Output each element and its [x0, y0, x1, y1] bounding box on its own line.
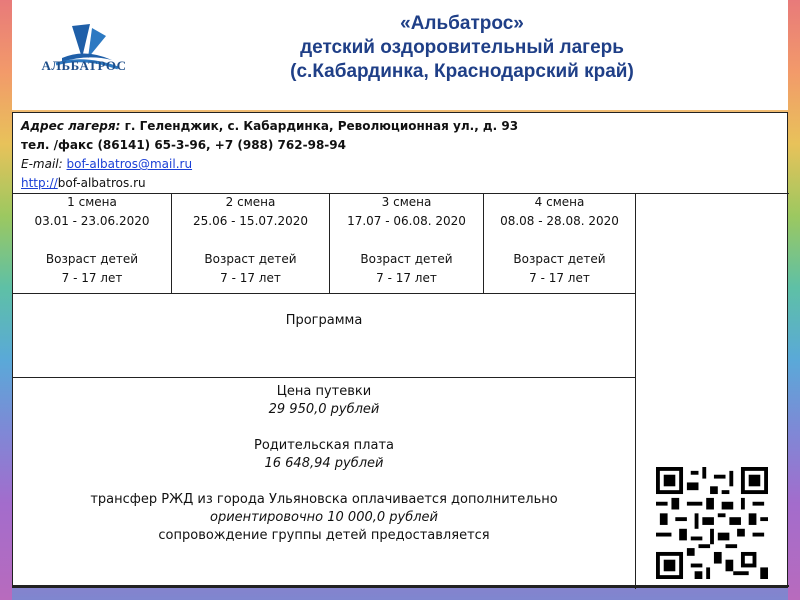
- shift-age: 7 - 17 лет: [376, 271, 437, 285]
- shift-name: 1 смена: [67, 195, 117, 209]
- program-label: Программа: [285, 313, 363, 328]
- shift-2: [172, 193, 329, 293]
- decorative-stripe-left: [0, 0, 12, 600]
- transfer-note: трансфер РЖД из города Ульяновска оплачивается дополнительно: [90, 492, 558, 507]
- row-divider: [13, 293, 635, 294]
- shift-dates: 25.06 - 15.07.2020: [192, 214, 309, 228]
- page-title: [152, 12, 772, 84]
- shift-age-label: Возраст детей: [360, 252, 453, 266]
- web-prefix-link[interactable]: http://: [21, 176, 58, 190]
- address-value: г. Геленджик, с. Кабардинка, Революционная ул., д. 93: [120, 119, 519, 133]
- shift-1: [13, 193, 171, 293]
- shift-dates: 17.07 - 06.08. 2020: [347, 214, 466, 228]
- address-block: [21, 117, 781, 193]
- shift-age: 7 - 17 лет: [61, 271, 123, 285]
- price-block: [13, 383, 635, 545]
- web-line: [21, 174, 781, 193]
- shift-age-label: Возраст детей: [513, 252, 606, 266]
- shift-name: 3 смена: [381, 195, 432, 209]
- logo-text: АЛЬБАТРОС: [41, 58, 127, 73]
- parent-fee-value: 16 648,94 рублей: [264, 456, 384, 471]
- shift-name: 2 смена: [225, 195, 276, 209]
- qr-column-divider: [635, 193, 636, 589]
- escort-note: сопровождение группы детей предоставляется: [158, 528, 490, 543]
- shift-dates: 08.08 - 28.08. 2020: [500, 214, 619, 228]
- header: [12, 0, 788, 110]
- address-line: [21, 117, 781, 136]
- shift-3: [330, 193, 483, 293]
- title-line-1: «Альбатрос»: [400, 13, 524, 34]
- shift-age-label: Возраст детей: [45, 252, 139, 266]
- email-link[interactable]: bof-albatros@mail.ru: [66, 157, 193, 171]
- address-label: Адрес лагеря:: [21, 119, 121, 133]
- email-label: E-mail:: [21, 157, 63, 171]
- info-table: [12, 112, 788, 588]
- web-text: bof-albatros.ru: [57, 176, 146, 190]
- email-line: [21, 155, 781, 174]
- price-value: 29 950,0 рублей: [268, 402, 380, 417]
- shift-dates: 03.01 - 23.06.2020: [34, 214, 150, 228]
- shift-4: [484, 193, 635, 293]
- shift-age: 7 - 17 лет: [529, 271, 590, 285]
- decorative-stripe-right: [788, 0, 800, 600]
- phone-line: [21, 136, 781, 155]
- phone-text: тел. /факс (86141) 65-3-96, +7 (988) 762-98-94: [21, 138, 346, 152]
- shift-age: 7 - 17 лет: [220, 271, 281, 285]
- bottom-border: [13, 585, 789, 587]
- shift-age-label: Возраст детей: [204, 252, 297, 266]
- parent-fee-label: Родительская плата: [253, 438, 394, 453]
- shift-name: 4 смена: [534, 195, 585, 209]
- title-line-3: (с.Кабардинка, Краснодарский край): [290, 61, 634, 82]
- price-label: Цена путевки: [276, 384, 372, 399]
- transfer-value: ориентировочно 10 000,0 рублей: [209, 510, 438, 525]
- row-divider: [13, 377, 635, 378]
- title-line-2: детский оздоровительный лагерь: [300, 37, 624, 58]
- qr-code-icon[interactable]: [653, 467, 771, 579]
